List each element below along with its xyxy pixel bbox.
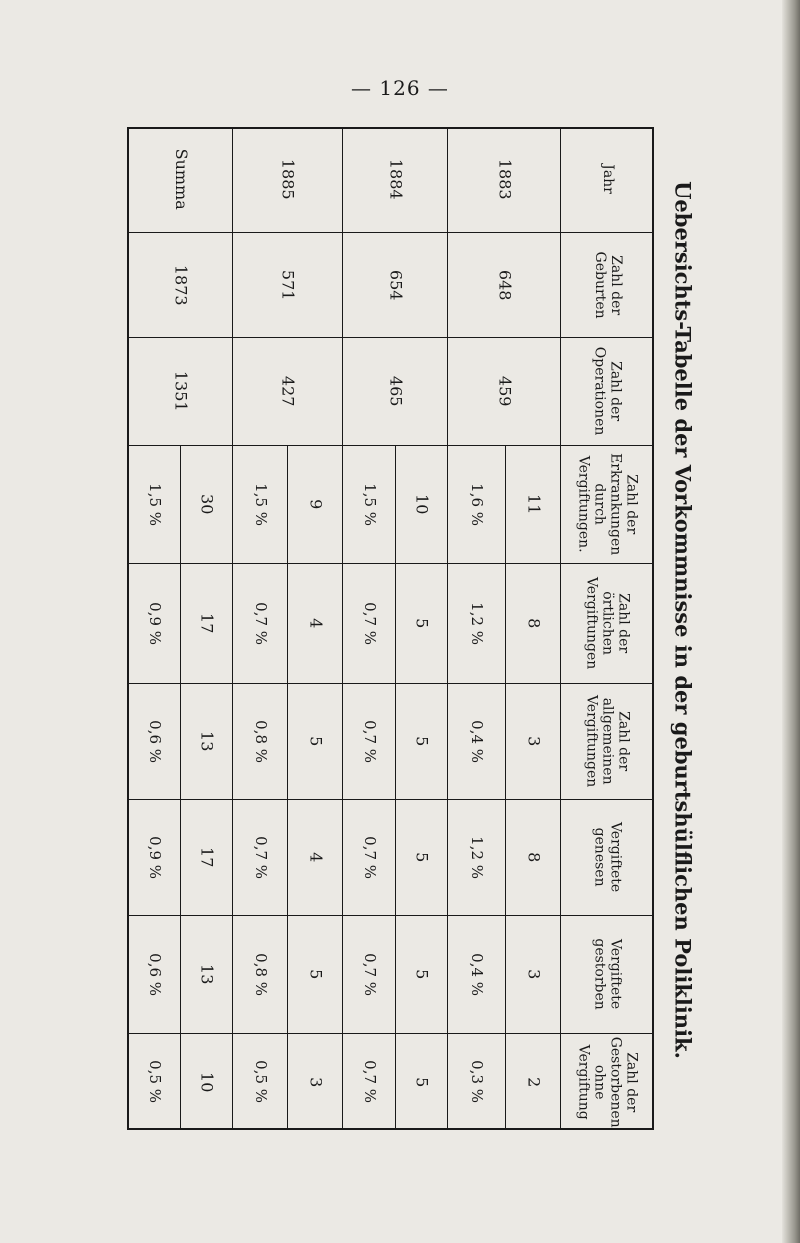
cell-allgemein-count-1884: 5 <box>412 736 432 747</box>
cell-erkrankungen-count-1884: 10 <box>412 494 432 515</box>
cell-genesen-pct-summa: 0,9 % <box>146 836 165 879</box>
cell-genesen-count-1885: 4 <box>306 852 326 863</box>
header-genesen: Vergiftete genesen <box>591 822 624 893</box>
cell-ohne-pct-summa: 0,5 % <box>146 1060 165 1104</box>
cell-gestorben-count-summa: 13 <box>197 964 217 985</box>
cell-genesen-pct-1885: 0,7 % <box>251 836 270 879</box>
cell-ohne-count-1884: 5 <box>412 1076 432 1088</box>
cell-erkrankungen-pct-1883: 1,6 % <box>468 483 487 526</box>
cell-oertlich-pct-1883: 1,2 % <box>468 602 487 645</box>
cell-gestorben-count-1883: 3 <box>524 969 544 980</box>
cell-operationen-summa: 1351 <box>171 371 191 412</box>
cell-jahr-1885: 1885 <box>278 159 298 200</box>
cell-oertlich-count-1883: 8 <box>524 618 544 629</box>
cell-oertlich-count-summa: 17 <box>197 613 217 634</box>
cell-ohne-pct-1885: 0,5 % <box>251 1060 270 1104</box>
cell-genesen-pct-1883: 1,2 % <box>468 836 487 879</box>
cell-ohne-pct-1884: 0,7 % <box>360 1060 379 1104</box>
cell-jahr-1883: 1883 <box>495 159 515 200</box>
cell-genesen-pct-1884: 0,7 % <box>360 836 379 879</box>
header-oertlich: Zahl der örtlichen Vergiftungen <box>583 577 632 670</box>
cell-erkrankungen-pct-1884: 1,5 % <box>360 483 379 526</box>
header-gestorben: Vergiftete gestorben <box>591 938 624 1011</box>
header-erkrankungen: Zahl der Erkrankungen durch Vergiftungen. <box>575 453 640 556</box>
cell-allgemein-pct-summa: 0,6 % <box>146 720 165 763</box>
cell-allgemein-count-summa: 13 <box>197 731 217 752</box>
cell-oertlich-pct-summa: 0,9 % <box>146 602 165 645</box>
cell-allgemein-pct-1885: 0,8 % <box>251 720 270 763</box>
cell-operationen-1884: 465 <box>386 376 406 407</box>
cell-erkrankungen-count-1885: 9 <box>306 499 326 510</box>
cell-operationen-1883: 459 <box>495 376 515 407</box>
cell-genesen-count-1884: 5 <box>412 852 432 863</box>
header-geburten: Zahl der Geburten <box>591 251 624 319</box>
header-ohne: Zahl der Gestorbenen ohne Vergiftung <box>575 1036 640 1128</box>
cell-oertlich-pct-1884: 0,7 % <box>360 602 379 645</box>
cell-allgemein-count-1885: 5 <box>306 736 326 747</box>
cell-gestorben-pct-summa: 0,6 % <box>146 953 165 996</box>
cell-ohne-count-1883: 2 <box>524 1076 544 1088</box>
cell-erkrankungen-count-1883: 11 <box>524 494 544 515</box>
cell-erkrankungen-pct-summa: 1,5 % <box>146 483 165 526</box>
page-number: — 126 — <box>351 76 449 100</box>
header-jahr: Jahr <box>599 164 616 195</box>
cell-oertlich-pct-1885: 0,7 % <box>251 602 270 645</box>
cell-gestorben-pct-1884: 0,7 % <box>360 953 379 996</box>
page-edge-shadow <box>782 0 800 1243</box>
cell-oertlich-count-1884: 5 <box>412 618 432 629</box>
cell-allgemein-count-1883: 3 <box>524 736 544 747</box>
cell-geburten-1883: 648 <box>495 269 515 301</box>
cell-ohne-count-1885: 3 <box>306 1076 326 1088</box>
header-operationen: Zahl der Operationen <box>591 347 624 436</box>
header-allgemein: Zahl der allgemeinen Vergiftungen <box>583 695 632 788</box>
cell-geburten-summa: 1873 <box>171 264 191 306</box>
cell-gestorben-count-1884: 5 <box>412 969 432 980</box>
cell-geburten-1885: 571 <box>278 269 298 301</box>
cell-erkrankungen-pct-1885: 1,5 % <box>251 483 270 526</box>
cell-erkrankungen-count-summa: 30 <box>197 494 217 515</box>
cell-oertlich-count-1885: 4 <box>306 618 326 629</box>
cell-allgemein-pct-1883: 0,4 % <box>468 720 487 763</box>
statistics-table <box>127 127 654 1130</box>
cell-jahr-summa: Summa <box>171 148 191 211</box>
cell-genesen-count-1883: 8 <box>524 852 544 863</box>
cell-geburten-1884: 654 <box>386 269 406 301</box>
table-title: Uebersichts-Tabelle der Vorkommnisse in der geburtshülflichen Poliklinik. <box>670 181 696 1059</box>
cell-operationen-1885: 427 <box>278 376 298 407</box>
cell-gestorben-count-1885: 5 <box>306 969 326 980</box>
cell-ohne-count-summa: 10 <box>197 1071 217 1093</box>
cell-ohne-pct-1883: 0,3 % <box>468 1060 487 1104</box>
cell-gestorben-pct-1883: 0,4 % <box>468 953 487 996</box>
cell-gestorben-pct-1885: 0,8 % <box>251 953 270 996</box>
cell-allgemein-pct-1884: 0,7 % <box>360 720 379 763</box>
cell-jahr-1884: 1884 <box>386 159 406 200</box>
cell-genesen-count-summa: 17 <box>197 847 217 868</box>
